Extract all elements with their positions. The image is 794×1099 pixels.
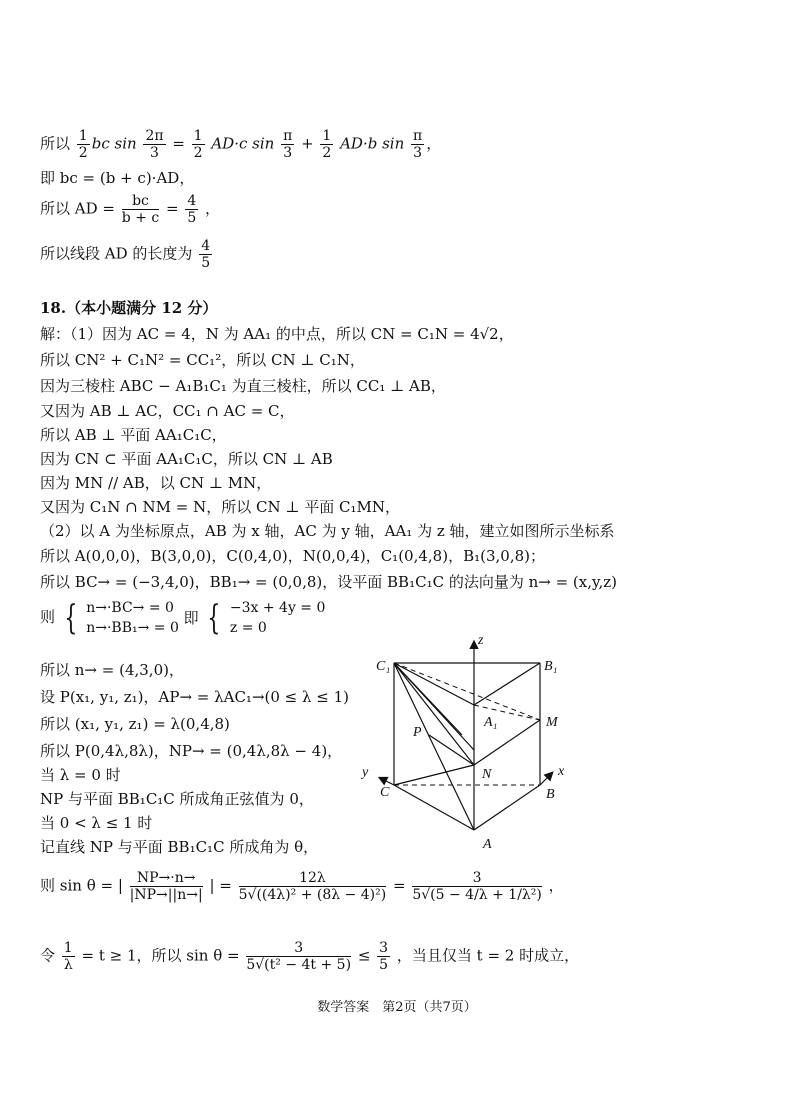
solution-line: 当 0 < λ ≤ 1 时: [40, 814, 153, 832]
solution-line: 解：（1）因为 AC = 4，N 为 AA₁ 的中点，所以 CN = C₁N = 4√2，: [40, 325, 514, 343]
solution-line: 因为 CN ⊂ 平面 AA₁C₁C，所以 CN ⊥ AB: [40, 450, 333, 468]
solution-line: 又因为 AB ⊥ AC，CC₁ ∩ AC = C，: [40, 402, 295, 420]
solution-line: 所以 BC→ = (−3,4,0)，BB₁→ = (0,0,8)，设平面 BB₁C₁C 的法向量为 n→ = (x,y,z): [40, 573, 618, 591]
left-brace: {: [207, 598, 221, 638]
solution-line: 所以 P(0,4λ,8λ)，NP→ = (0,4λ,8λ − 4)，: [40, 742, 343, 760]
solution-line: 又因为 C₁N ∩ NM = N，所以 CN ⊥ 平面 C₁MN，: [40, 498, 400, 516]
edge-a-b: [474, 785, 540, 830]
solution-line: 因为 MN // AB，以 CN ⊥ MN，: [40, 474, 272, 492]
edge-c1-a1: [394, 663, 474, 705]
equation-system: 则 { n→·BC→ = 0 n→·BB₁→ = 0 即 { −3x + 4y = 0 z = 0: [40, 598, 326, 638]
line-final-bound: 令 $\frac{1}{\lambda}$ = t ≥ 1，所以 sin θ = $\frac{3}{\text{5√(t² − 4t + 5)}}$ ≤ $\frac{3}{5}$ ，当且仅当 t = 2 时成立，: [40, 940, 580, 973]
solution-line: 所以 AB ⊥ 平面 AA₁C₁C，: [40, 426, 227, 444]
solution-line: NP 与平面 BB₁C₁C 所成角正弦值为 0，: [40, 790, 314, 808]
segment-c-n: [394, 765, 474, 785]
left-brace: {: [64, 598, 78, 638]
label-c: C: [380, 785, 390, 800]
solution-line: 记直线 NP 与平面 BB₁C₁C 所成角为 θ，: [40, 838, 319, 856]
line-ad-length: 所以线段 AD 的长度为 $\frac{4}{5}$: [40, 238, 211, 271]
label-b1: B₁: [544, 659, 558, 674]
problem-18-heading: 18.（本小题满分 12 分）: [40, 299, 218, 317]
edge-a1-b1: [474, 663, 540, 705]
solution-line: 所以 n→ = (4,3,0)，: [40, 661, 184, 679]
page-footer: 数学答案 第2页（共7页）: [317, 1000, 477, 1015]
prism-figure: [350, 630, 590, 860]
solution-line: 当 λ = 0 时: [40, 766, 121, 784]
edge-c-a: [394, 785, 474, 830]
y-axis: [380, 778, 394, 785]
line-area-equation: 所以 $\frac{1}{2}$ bc sin $\frac{2\pi}{3}$ = $\frac{1}{2}$ AD·c sin $\frac{\pi}{3}$ + $\frac{1}{2}$ AD·b sin $\frac{\pi}{3}$ ，: [40, 128, 442, 161]
solution-line: 所以 (x₁, y₁, z₁) = λ(0,4,8): [40, 715, 230, 733]
label-a: A: [483, 837, 492, 852]
solution-line: （2）以 A 为坐标原点，AB 为 x 轴，AC 为 y 轴，AA₁ 为 z 轴，建立如图所示坐标系: [40, 522, 615, 540]
segment-c1-n: [394, 663, 474, 765]
solution-line: 所以 CN² + C₁N² = CC₁²，所以 CN ⊥ C₁N，: [40, 351, 365, 369]
solution-line: 所以 A(0,0,0)，B(3,0,0)，C(0,4,0)，N(0,0,4)，C₁(0,4,8)，B₁(3,0,8)；: [40, 547, 545, 565]
solution-line: 因为三棱柱 ABC − A₁B₁C₁ 为直三棱柱，所以 CC₁ ⊥ AB，: [40, 377, 446, 395]
label-p: P: [413, 725, 422, 740]
label-b: B: [546, 787, 555, 802]
segment-c1-a: [394, 663, 474, 830]
line-sin-theta: 则 sin θ = | $\frac{NP\to\cdot n\to}{|NP\to||n\to|}$ | = $\frac{12\lambda}{\text{5√((4λ)² + (8λ − 4)²)}}$ = $\frac{3}{\text{5√(5 − 4/λ + 1/λ²)}}$ ，: [40, 870, 564, 903]
x-axis: [540, 773, 552, 785]
line-bc-relation: 即 bc = (b + c)·AD，: [40, 169, 195, 187]
label-n: N: [482, 767, 492, 782]
line-ad-value: 所以 AD = $\frac{bc}{b + c}$ = $\frac{4}{5}$ ，: [40, 193, 221, 226]
label-c1: C₁: [376, 659, 391, 674]
label-z: z: [478, 633, 484, 648]
label-a1: A₁: [484, 715, 498, 730]
segment-c1-p2: [394, 663, 462, 735]
label-y: y: [362, 765, 369, 780]
solution-line: 设 P(x₁, y₁, z₁)，AP→ = λAC₁→(0 ≤ λ ≤ 1): [40, 688, 350, 706]
label-x: x: [558, 764, 565, 779]
label-m: M: [546, 715, 558, 730]
